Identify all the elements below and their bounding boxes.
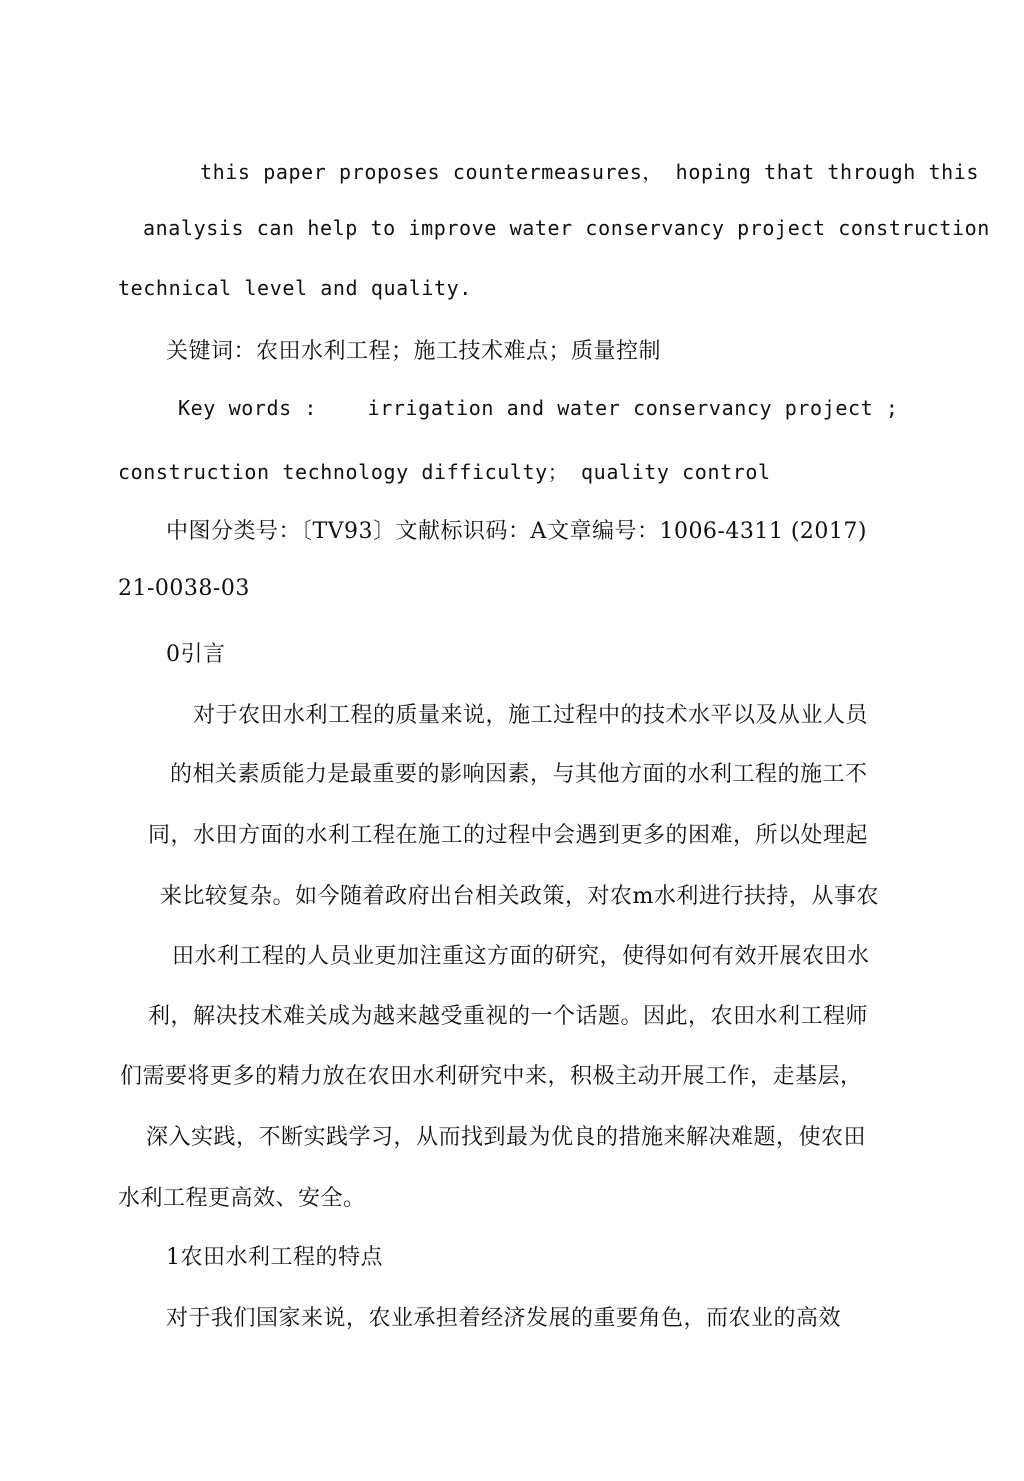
body-line: 利，解决技术难关成为越来越受重视的一个话题。因此，农田水利工程师 bbox=[148, 1004, 869, 1029]
body-line: 同，水田方面的水利工程在施工的过程中会遇到更多的困难，所以处理起 bbox=[148, 823, 869, 848]
keywords-cn: 关键词：农田水利工程；施工技术难点；质量控制 bbox=[166, 339, 662, 364]
body-line: 对于农田水利工程的质量来说，施工过程中的技术水平以及从业人员 bbox=[193, 703, 869, 728]
body-line: 的相关素质能力是最重要的影响因素，与其他方面的水利工程的施工不 bbox=[170, 762, 868, 787]
section-heading: 0引言 bbox=[166, 642, 226, 667]
body-line: 深入实践，不断实践学习，从而找到最为优良的措施来解决难题，使农田 bbox=[146, 1125, 867, 1150]
classification-line: 中图分类号：〔TV93〕文献标识码：A文章编号：1006-4311 (2017) bbox=[166, 519, 868, 544]
keywords-en-line: construction technology difficulty； quality control bbox=[118, 460, 771, 484]
section-heading: 1农田水利工程的特点 bbox=[166, 1245, 383, 1270]
keywords-en-line: Key words : irrigation and water conservancy project ; bbox=[178, 396, 899, 420]
abstract-line: analysis can help to improve water conservancy project construction bbox=[143, 216, 990, 240]
body-line: 水利工程更高效、安全。 bbox=[118, 1186, 366, 1211]
classification-line: 21-0038-03 bbox=[118, 576, 250, 601]
body-line: 对于我们国家来说，农业承担着经济发展的重要角色，而农业的高效 bbox=[166, 1306, 842, 1331]
body-line: 田水利工程的人员业更加注重这方面的研究，使得如何有效开展农田水 bbox=[172, 944, 870, 969]
body-line: 们需要将更多的精力放在农田水利研究中来，积极主动开展工作，走基层， bbox=[120, 1064, 863, 1089]
body-line: 来比较复杂。如今随着政府出台相关政策，对农m水利进行扶持，从事农 bbox=[160, 884, 879, 909]
abstract-line: this paper proposes countermeasures， hoping that through this bbox=[200, 160, 980, 184]
abstract-line: technical level and quality. bbox=[118, 276, 472, 300]
